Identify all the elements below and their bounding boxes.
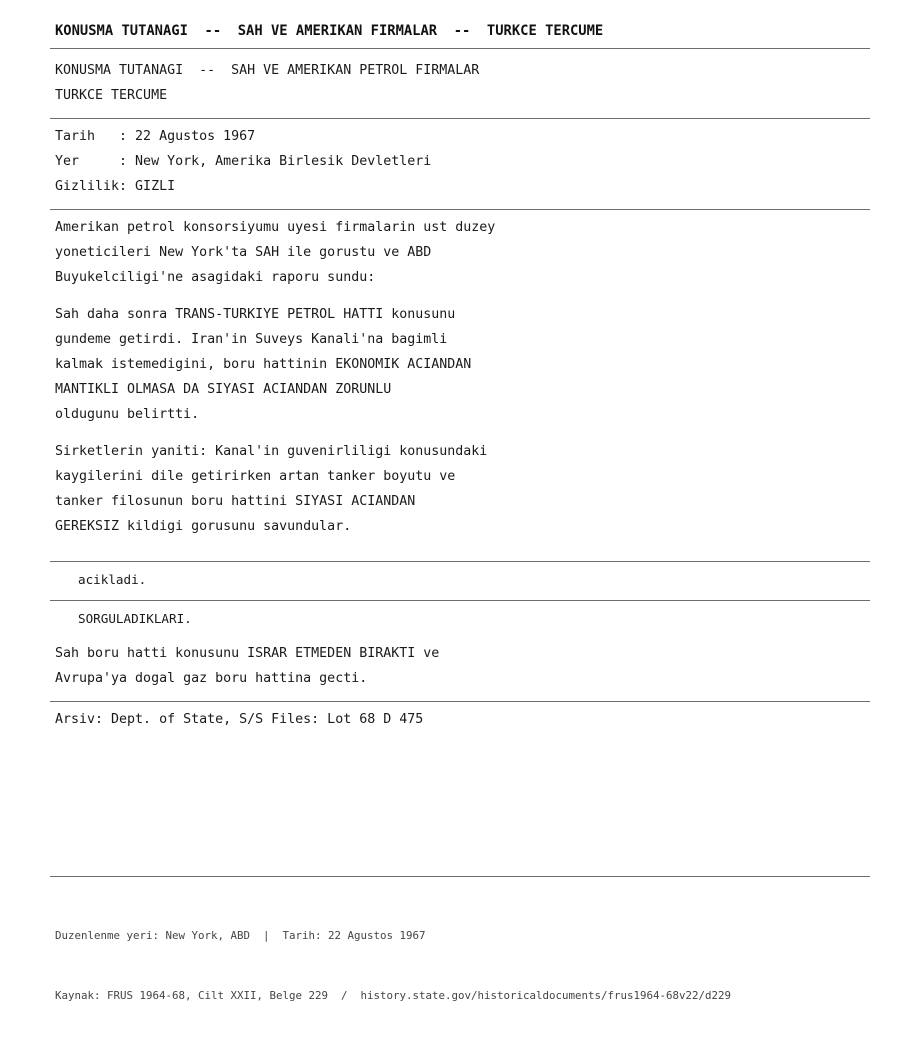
title-divider (50, 48, 870, 49)
page-footer (55, 886, 731, 1046)
body-line: MANTIKLI OLMASA DA SIYASI ACIANDAN ZORUNLU (55, 382, 392, 397)
body-line: kalmak istemedigini, boru hattinin EKONOMIK ACIANDAN (55, 357, 472, 372)
document-page (50, 0, 870, 1002)
body-line: GEREKSIZ kildigi gorusunu savundular. (55, 519, 352, 534)
fragment-block-1 (50, 567, 146, 592)
meta-divider (50, 209, 870, 210)
subtitle-line: TURKCE TERCUME (55, 88, 168, 103)
body-line: Buyukelciligi'ne asagidaki raporu sundu: (55, 270, 376, 285)
archive-divider (50, 701, 870, 702)
subtitle-divider (50, 118, 870, 119)
fragment-text: acikladi. (78, 572, 147, 587)
fragment-text: SORGULADIKLARI. (78, 611, 192, 626)
body-line: kaygilerini dile getirirken artan tanker boyutu ve (55, 469, 456, 484)
conclusion-line: Avrupa'ya dogal gaz boru hattina gecti. (55, 671, 368, 686)
section-divider (50, 600, 870, 601)
body-line: oldugunu belirtti. (55, 407, 200, 422)
archive-block (50, 707, 423, 732)
archive-reference: Arsiv: Dept. of State, S/S Files: Lot 68 D 475 (55, 712, 424, 727)
conclusion-line: Sah boru hatti konusunu ISRAR ETMEDEN BIRAKTI ve (55, 646, 440, 661)
meta-block (50, 124, 431, 199)
body-paragraph-3 (50, 439, 487, 539)
meta-date: Tarih : 22 Agustos 1967 (55, 129, 256, 144)
body-line: Sah daha sonra TRANS-TURKIYE PETROL HATTI konusunu (55, 307, 456, 322)
footer-place-date: Duzenlenme yeri: New York, ABD | Tarih: 22 Agustos 1967 (55, 929, 426, 942)
section-divider (50, 561, 870, 562)
meta-location: Yer : New York, Amerika Birlesik Devletleri (55, 154, 432, 169)
footer-source: Kaynak: FRUS 1964-68, Cilt XXII, Belge 229 / history.state.gov/historicaldocuments/frus1964-68v22/d229 (55, 989, 732, 1002)
subtitle-line: KONUSMA TUTANAGI -- SAH VE AMERIKAN PETROL FIRMALAR (55, 63, 480, 78)
body-paragraph-2 (50, 302, 471, 427)
body-line: tanker filosunun boru hattini SIYASI ACIANDAN (55, 494, 416, 509)
meta-classification: Gizlilik: GIZLI (55, 179, 176, 194)
body-paragraph-1 (50, 215, 495, 290)
fragment-block-2 (50, 606, 192, 631)
body-line: yoneticileri New York'ta SAH ile gorustu ve ABD (55, 245, 432, 260)
footer-divider (50, 876, 870, 877)
subtitle-block (50, 58, 479, 108)
body-line: Sirketlerin yaniti: Kanal'in guvenirliligi konusundaki (55, 444, 488, 459)
body-line: Amerikan petrol konsorsiyumu uyesi firmalarin ust duzey (55, 220, 496, 235)
body-line: gundeme getirdi. Iran'in Suveys Kanali'na bagimli (55, 332, 448, 347)
conclusion-block (50, 641, 439, 691)
document-title: KONUSMA TUTANAGI -- SAH VE AMERIKAN FIRMALAR -- TURKCE TERCUME (55, 23, 604, 39)
